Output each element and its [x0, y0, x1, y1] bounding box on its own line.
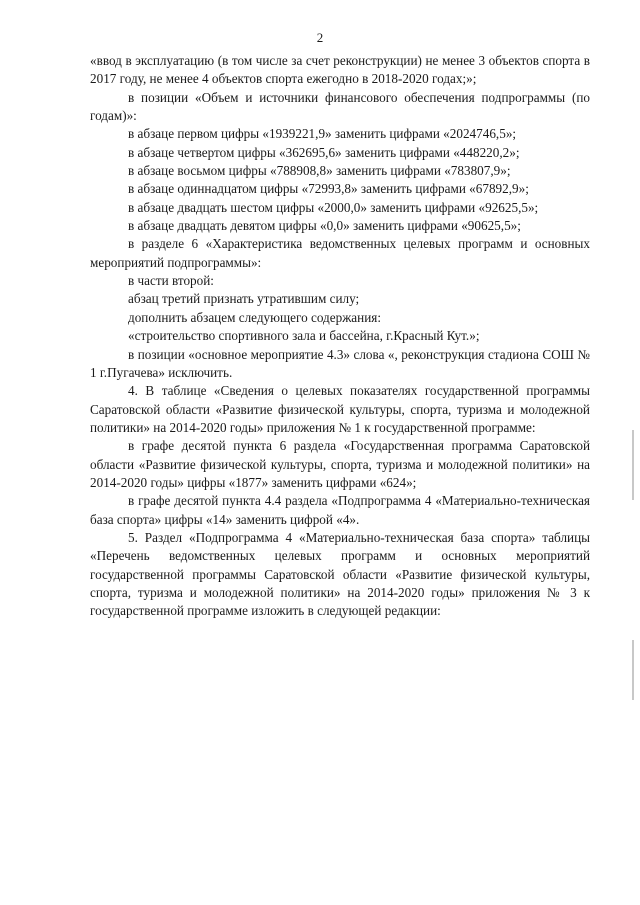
paragraph-14: в позиции «основное мероприятие 4.3» слова «, реконструкция стадиона СОШ № 1 г.Пугачева» исключить. — [90, 346, 590, 380]
paragraph-7: в абзаце двадцать шестом цифры «2000,0» заменить цифрами «92625,5»; — [128, 199, 539, 215]
paragraph-9: в разделе 6 «Характеристика ведомственных целевых программ и основных мероприятий подпрограммы»: — [90, 236, 590, 270]
paragraph-5: в абзаце восьмом цифры «788908,8» заменить цифрами «783807,9»; — [128, 163, 511, 179]
paragraph-3: в абзаце первом цифры «1939221,9» заменить цифрами «2024746,5»; — [128, 126, 517, 142]
paragraph-17: в графе десятой пункта 4.4 раздела «Подпрограмма 4 «Материально-техническая база спорта» цифры «14» заменить цифрой «4». — [90, 493, 590, 527]
paragraph-2: в позиции «Объем и источники финансового обеспечения подпрограммы (по годам)»: — [90, 89, 590, 124]
document-body — [90, 52, 590, 621]
paragraph-8: в абзаце двадцать девятом цифры «0,0» заменить цифрами «90625,5»; — [128, 218, 521, 234]
page-number: 2 — [316, 30, 324, 45]
paragraph-4: в абзаце четвертом цифры «362695,6» заменить цифрами «448220,2»; — [128, 144, 520, 160]
paragraph-11: абзац третий признать утратившим силу; — [128, 291, 360, 307]
paragraph-6: в абзаце одиннадцатом цифры «72993,8» заменить цифрами «67892,9»; — [128, 181, 529, 197]
paragraph-10: в части второй: — [128, 273, 214, 289]
paragraph-1: «ввод в эксплуатацию (в том числе за счет реконструкции) не менее 3 объектов спорта в 2017 году, не менее 4 объектов спорта ежегодно в 2018-2020 годах;»; — [90, 53, 590, 87]
paragraph-16: в графе десятой пункта 6 раздела «Государственная программа Саратовской области «Развитие физической культуры, спорта, туризма и молодежной политики» на 2014-2020 годы» цифры «1877» заменить цифрами «624»; — [90, 438, 590, 490]
scan-edge-mark — [632, 640, 634, 700]
paragraph-12: дополнить абзацем следующего содержания: — [128, 309, 382, 325]
paragraph-18: 5. Раздел «Подпрограмма 4 «Материально-техническая база спорта» таблицы «Перечень ведомственных целевых программ и основных мероприятий государственной программы Саратовской области «Развитие физической культуры, спорта, туризма и молодежной политики» на 2014-2020 годы» приложения № 3 к государственной программе изложить в следующей редакции: — [90, 529, 590, 619]
scan-edge-mark — [632, 430, 634, 500]
paragraph-13: «строительство спортивного зала и бассейна, г.Красный Кут.»; — [128, 328, 480, 344]
paragraph-15: 4. В таблице «Сведения о целевых показателях государственной программы Саратовской области «Развитие физической культуры, спорта, туризма и молодежной политики» на 2014-2020 годы» приложения № 1 к государственной программе: — [90, 383, 590, 435]
